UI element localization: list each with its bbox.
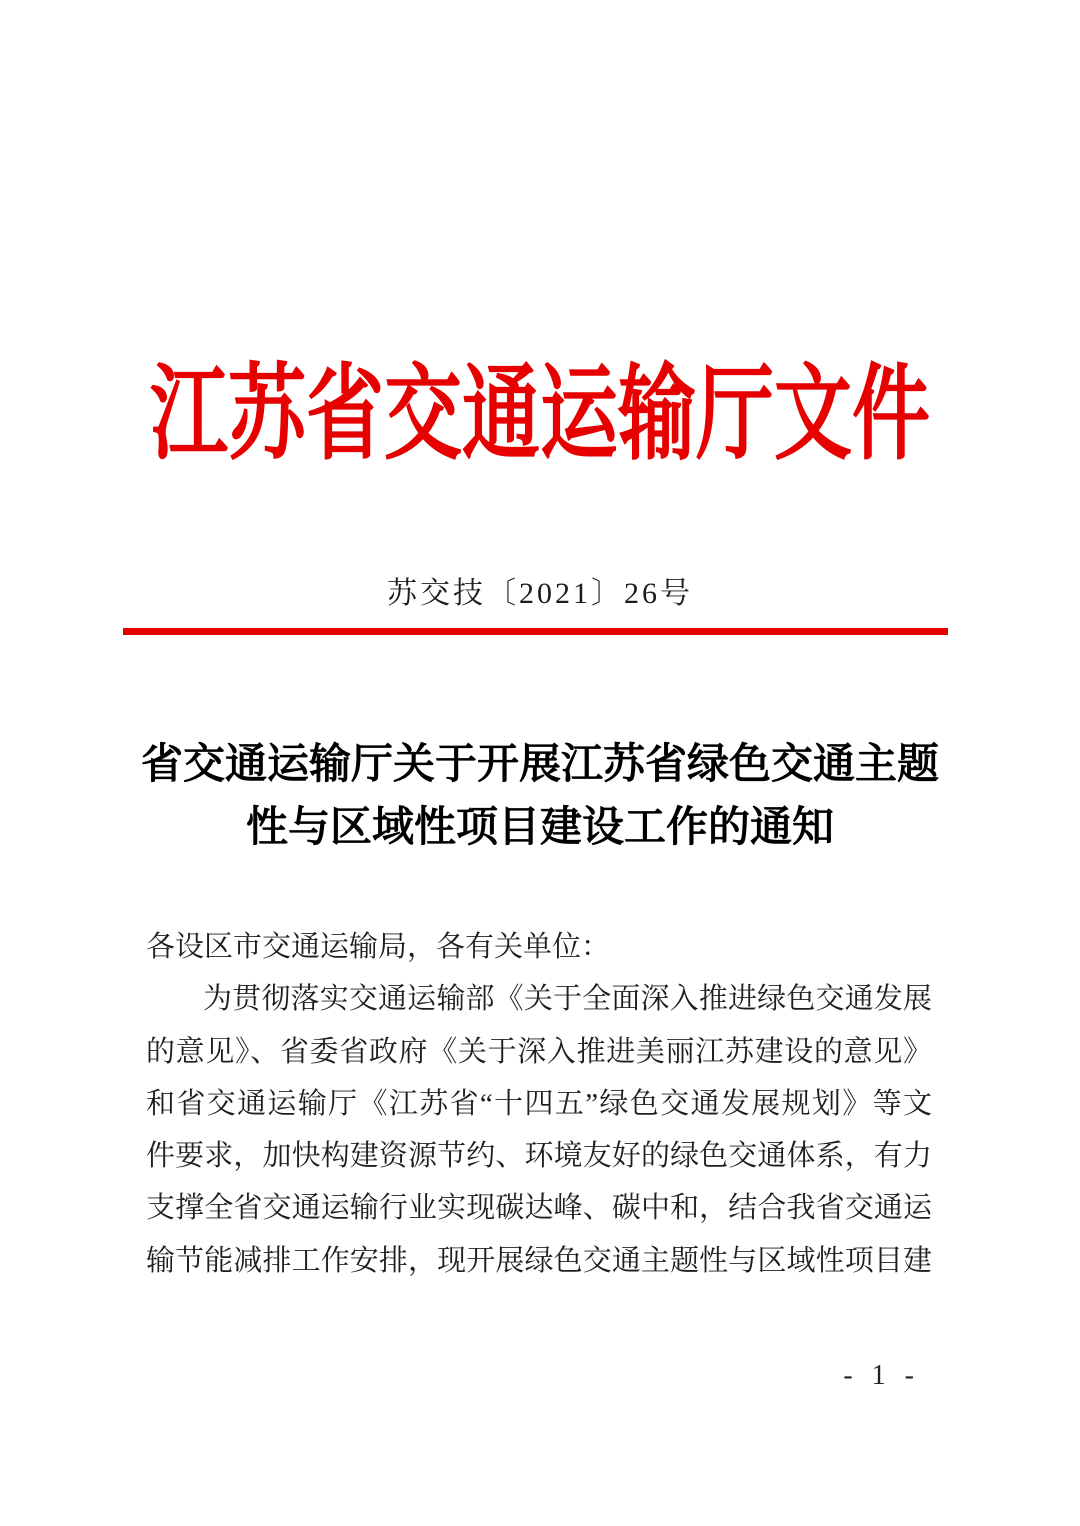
body-line: 为贯彻落实交通运输部《关于全面深入推进绿色交通发展 — [203, 983, 932, 1016]
body-line: 输节能减排工作安排，现开展绿色交通主题性与区域性项目建 — [146, 1244, 932, 1277]
page-number: - 1 - — [843, 1360, 920, 1391]
body-line: 的意见》、省委省政府《关于深入推进美丽江苏建设的意见》 — [146, 1035, 932, 1068]
document-number: 苏交技〔2021〕26号 — [387, 577, 693, 610]
body-line: 支撑全省交通运输行业实现碳达峰、碳中和，结合我省交通运 — [146, 1192, 932, 1225]
red-divider-line — [123, 628, 948, 635]
notice-title-line2: 性与区域性项目建设工作的通知 — [245, 805, 834, 851]
document-body — [146, 921, 932, 1287]
notice-title-line1: 省交通运输厅关于开展江苏省绿色交通主题 — [140, 742, 939, 788]
notice-title — [0, 734, 1080, 860]
body-line: 件要求，加快构建资源节约、环境友好的绿色交通体系，有力 — [146, 1140, 932, 1173]
body-line: 和省交通运输厅《江苏省“十四五”绿色交通发展规划》等文 — [146, 1087, 932, 1120]
org-banner-title: 江苏省交通运输厅文件 — [150, 356, 930, 473]
org-banner — [0, 352, 1080, 507]
body-salutation: 各设区市交通运输局，各有关单位： — [146, 931, 611, 963]
